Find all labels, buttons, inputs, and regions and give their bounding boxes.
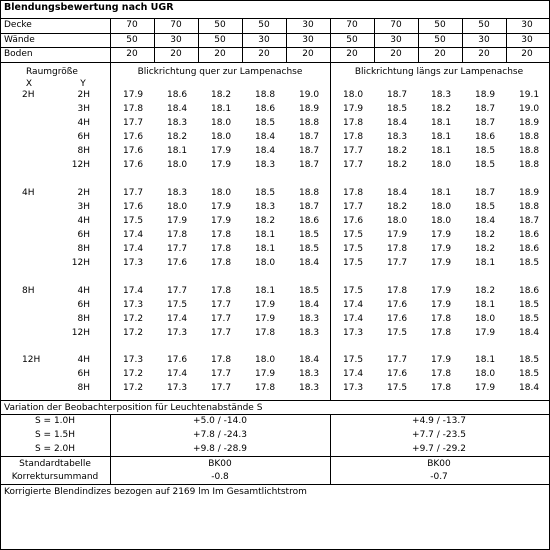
ugr-value-laengs: 18.6 xyxy=(475,132,496,142)
ugr-value-laengs: 17.8 xyxy=(343,118,364,128)
ugr-value-quer: 17.8 xyxy=(255,383,276,393)
header-y: Y xyxy=(80,79,86,89)
ugr-value-laengs: 17.9 xyxy=(475,328,496,338)
rule-table-bottom xyxy=(0,400,550,401)
rule-variation-label-column xyxy=(110,415,111,484)
param-value-decke: 50 xyxy=(434,20,446,30)
ugr-value-quer: 17.3 xyxy=(167,328,188,338)
rule-decke xyxy=(0,33,550,34)
standard-laengs: BK00 xyxy=(427,459,451,469)
ugr-value-quer: 17.4 xyxy=(123,286,144,296)
table-title: Blendungsbewertung nach UGR xyxy=(4,2,174,13)
room-y-label: 4H xyxy=(77,118,90,128)
standard-quer: BK00 xyxy=(208,459,232,469)
variation-label-1: S = 1.0H xyxy=(34,416,76,426)
ugr-value-quer: 18.2 xyxy=(167,132,188,142)
ugr-value-quer: 18.7 xyxy=(299,132,320,142)
rule-waende xyxy=(0,47,550,48)
ugr-value-laengs: 18.5 xyxy=(475,146,496,156)
ugr-value-laengs: 18.1 xyxy=(431,188,452,198)
param-value-waende: 30 xyxy=(170,35,182,45)
ugr-value-laengs: 17.5 xyxy=(343,355,364,365)
ugr-value-quer: 17.8 xyxy=(255,328,276,338)
ugr-value-quer: 17.8 xyxy=(211,258,232,268)
ugr-value-laengs: 18.2 xyxy=(475,230,496,240)
ugr-value-laengs: 17.9 xyxy=(431,258,452,268)
ugr-value-laengs: 17.5 xyxy=(343,258,364,268)
room-y-label: 12H xyxy=(71,160,90,170)
ugr-value-quer: 17.7 xyxy=(211,300,232,310)
ugr-value-quer: 17.4 xyxy=(167,314,188,324)
param-value-decke: 70 xyxy=(390,20,402,30)
ugr-value-laengs: 18.5 xyxy=(519,300,540,310)
ugr-value-laengs: 17.8 xyxy=(431,314,452,324)
ugr-value-quer: 18.7 xyxy=(299,146,320,156)
ugr-value-quer: 18.4 xyxy=(255,146,276,156)
ugr-value-quer: 17.7 xyxy=(123,118,144,128)
param-value-waende: 30 xyxy=(302,35,314,45)
ugr-value-laengs: 17.6 xyxy=(387,369,408,379)
ugr-value-quer: 17.9 xyxy=(123,90,144,100)
ugr-value-laengs: 17.9 xyxy=(431,355,452,365)
ugr-value-laengs: 18.8 xyxy=(519,160,540,170)
ugr-value-laengs: 18.1 xyxy=(475,258,496,268)
ugr-value-laengs: 18.5 xyxy=(519,314,540,324)
ugr-value-laengs: 17.7 xyxy=(387,258,408,268)
room-x-label: 4H xyxy=(22,188,35,198)
ugr-value-laengs: 18.4 xyxy=(519,383,540,393)
rule-direction-split xyxy=(330,19,331,400)
ugr-value-quer: 18.6 xyxy=(255,104,276,114)
ugr-value-laengs: 18.8 xyxy=(519,146,540,156)
param-value-decke: 50 xyxy=(478,20,490,30)
ugr-value-quer: 18.1 xyxy=(255,286,276,296)
ugr-value-laengs: 17.6 xyxy=(387,314,408,324)
param-column-rule xyxy=(154,19,155,62)
ugr-value-quer: 18.4 xyxy=(299,300,320,310)
ugr-value-laengs: 17.5 xyxy=(387,328,408,338)
ugr-value-laengs: 18.1 xyxy=(475,300,496,310)
variation-quer-2: +7.8 / -24.3 xyxy=(193,430,247,440)
ugr-value-laengs: 18.0 xyxy=(475,369,496,379)
ugr-value-laengs: 18.9 xyxy=(519,118,540,128)
rule-boden xyxy=(0,62,550,63)
param-value-waende: 50 xyxy=(126,35,138,45)
ugr-value-quer: 17.8 xyxy=(167,230,188,240)
ugr-value-quer: 18.1 xyxy=(255,244,276,254)
ugr-value-laengs: 17.9 xyxy=(475,383,496,393)
ugr-value-quer: 18.0 xyxy=(211,188,232,198)
ugr-value-laengs: 17.9 xyxy=(431,286,452,296)
ugr-value-quer: 17.6 xyxy=(123,146,144,156)
rule-variation-title xyxy=(0,414,550,415)
ugr-value-quer: 18.4 xyxy=(299,258,320,268)
ugr-value-quer: 18.1 xyxy=(211,104,232,114)
ugr-value-quer: 18.4 xyxy=(167,104,188,114)
room-x-label: 12H xyxy=(22,355,41,365)
ugr-value-quer: 19.0 xyxy=(299,90,320,100)
room-y-label: 3H xyxy=(77,104,90,114)
ugr-value-laengs: 18.7 xyxy=(475,188,496,198)
ugr-value-quer: 18.5 xyxy=(299,230,320,240)
ugr-value-laengs: 18.5 xyxy=(387,104,408,114)
room-y-label: 8H xyxy=(77,244,90,254)
rule-variation-bottom xyxy=(0,456,550,457)
korrektur-quer: -0.8 xyxy=(211,472,229,482)
ugr-value-laengs: 18.0 xyxy=(343,90,364,100)
ugr-value-quer: 17.3 xyxy=(123,258,144,268)
param-value-boden: 20 xyxy=(170,49,182,59)
ugr-value-laengs: 19.1 xyxy=(519,90,540,100)
param-value-boden: 20 xyxy=(478,49,490,59)
ugr-value-laengs: 18.2 xyxy=(431,104,452,114)
param-column-rule xyxy=(462,19,463,62)
ugr-value-quer: 18.3 xyxy=(299,328,320,338)
ugr-value-laengs: 17.8 xyxy=(343,132,364,142)
ugr-value-laengs: 17.8 xyxy=(387,244,408,254)
room-y-label: 2H xyxy=(77,188,90,198)
param-label-decke: Decke xyxy=(4,20,32,30)
ugr-value-quer: 17.2 xyxy=(123,314,144,324)
korrektur-laengs: -0.7 xyxy=(430,472,448,482)
ugr-value-quer: 18.8 xyxy=(299,118,320,128)
ugr-value-quer: 17.5 xyxy=(167,300,188,310)
ugr-value-quer: 18.3 xyxy=(167,188,188,198)
ugr-value-laengs: 18.5 xyxy=(519,369,540,379)
ugr-value-laengs: 17.4 xyxy=(343,300,364,310)
ugr-value-quer: 18.7 xyxy=(299,160,320,170)
ugr-value-laengs: 17.7 xyxy=(343,146,364,156)
param-value-decke: 70 xyxy=(126,20,138,30)
ugr-value-laengs: 17.6 xyxy=(343,216,364,226)
room-y-label: 4H xyxy=(77,355,90,365)
ugr-value-laengs: 18.2 xyxy=(387,146,408,156)
room-y-label: 6H xyxy=(77,230,90,240)
param-value-waende: 30 xyxy=(521,35,533,45)
param-label-waende: Wände xyxy=(4,35,35,45)
param-value-waende: 50 xyxy=(346,35,358,45)
param-value-boden: 20 xyxy=(258,49,270,59)
param-value-decke: 50 xyxy=(214,20,226,30)
param-value-decke: 30 xyxy=(302,20,314,30)
header-laengs: Blickrichtung längs zur Lampenachse xyxy=(354,67,524,77)
room-y-label: 4H xyxy=(77,286,90,296)
ugr-value-quer: 18.2 xyxy=(255,216,276,226)
ugr-value-quer: 18.3 xyxy=(299,369,320,379)
ugr-value-quer: 18.3 xyxy=(299,383,320,393)
ugr-value-quer: 17.6 xyxy=(167,258,188,268)
ugr-value-laengs: 18.7 xyxy=(519,216,540,226)
ugr-value-laengs: 17.5 xyxy=(343,230,364,240)
variation-laengs-1: +4.9 / -13.7 xyxy=(412,416,466,426)
ugr-value-quer: 17.7 xyxy=(211,383,232,393)
param-value-boden: 20 xyxy=(302,49,314,59)
param-value-boden: 20 xyxy=(434,49,446,59)
ugr-value-quer: 17.9 xyxy=(255,369,276,379)
room-y-label: 6H xyxy=(77,369,90,379)
ugr-value-quer: 17.9 xyxy=(255,300,276,310)
ugr-value-laengs: 18.4 xyxy=(387,188,408,198)
param-value-boden: 20 xyxy=(390,49,402,59)
ugr-value-laengs: 18.5 xyxy=(475,202,496,212)
ugr-value-laengs: 17.7 xyxy=(387,355,408,365)
ugr-value-laengs: 17.4 xyxy=(343,314,364,324)
variation-quer-1: +5.0 / -14.0 xyxy=(193,416,247,426)
ugr-value-quer: 18.7 xyxy=(299,202,320,212)
ugr-value-laengs: 17.8 xyxy=(431,328,452,338)
ugr-value-quer: 17.9 xyxy=(167,216,188,226)
ugr-value-laengs: 17.8 xyxy=(431,369,452,379)
room-y-label: 12H xyxy=(71,258,90,268)
ugr-value-quer: 18.0 xyxy=(211,132,232,142)
ugr-value-quer: 18.0 xyxy=(255,258,276,268)
rule-variation-split xyxy=(330,415,331,484)
ugr-value-quer: 18.3 xyxy=(167,118,188,128)
ugr-value-laengs: 17.6 xyxy=(387,300,408,310)
ugr-value-laengs: 18.5 xyxy=(519,258,540,268)
ugr-value-quer: 17.5 xyxy=(123,216,144,226)
variation-label-2: S = 1.5H xyxy=(34,430,76,440)
room-y-label: 12H xyxy=(71,328,90,338)
room-y-label: 8H xyxy=(77,383,90,393)
param-value-waende: 30 xyxy=(478,35,490,45)
ugr-value-quer: 18.8 xyxy=(299,188,320,198)
ugr-value-laengs: 18.7 xyxy=(475,118,496,128)
ugr-value-quer: 17.7 xyxy=(123,188,144,198)
ugr-value-laengs: 17.9 xyxy=(431,300,452,310)
ugr-value-laengs: 19.0 xyxy=(519,104,540,114)
ugr-value-quer: 18.5 xyxy=(255,188,276,198)
rule-label-column xyxy=(110,19,111,400)
ugr-value-laengs: 17.5 xyxy=(343,286,364,296)
ugr-value-quer: 17.7 xyxy=(167,244,188,254)
ugr-value-laengs: 18.0 xyxy=(431,202,452,212)
room-x-label: 8H xyxy=(22,286,35,296)
ugr-value-quer: 17.4 xyxy=(167,369,188,379)
variation-quer-3: +9.8 / -28.9 xyxy=(193,444,247,454)
ugr-value-quer: 17.7 xyxy=(167,286,188,296)
ugr-value-laengs: 18.2 xyxy=(387,160,408,170)
ugr-value-quer: 17.9 xyxy=(255,314,276,324)
param-value-boden: 20 xyxy=(346,49,358,59)
room-y-label: 2H xyxy=(77,90,90,100)
ugr-value-quer: 18.3 xyxy=(255,160,276,170)
ugr-value-laengs: 17.8 xyxy=(431,383,452,393)
ugr-value-quer: 17.8 xyxy=(211,286,232,296)
ugr-value-quer: 18.8 xyxy=(255,90,276,100)
header-x: X xyxy=(25,79,33,89)
ugr-value-quer: 17.9 xyxy=(211,202,232,212)
ugr-value-quer: 17.2 xyxy=(123,369,144,379)
ugr-value-quer: 17.7 xyxy=(211,369,232,379)
room-y-label: 6H xyxy=(77,132,90,142)
param-value-decke: 70 xyxy=(170,20,182,30)
ugr-value-laengs: 17.7 xyxy=(343,160,364,170)
header-raumgroesse: Raumgröße xyxy=(26,67,78,77)
ugr-value-laengs: 18.4 xyxy=(387,118,408,128)
param-column-rule xyxy=(330,19,331,62)
ugr-value-laengs: 18.8 xyxy=(519,132,540,142)
ugr-value-quer: 17.6 xyxy=(123,132,144,142)
ugr-value-laengs: 18.6 xyxy=(519,230,540,240)
ugr-value-quer: 18.0 xyxy=(167,202,188,212)
ugr-value-quer: 18.2 xyxy=(211,90,232,100)
ugr-value-laengs: 17.8 xyxy=(387,286,408,296)
ugr-value-laengs: 18.6 xyxy=(519,286,540,296)
variation-title: Variation der Beobachterposition für Leuchtenabstände S xyxy=(4,403,263,413)
ugr-value-laengs: 18.4 xyxy=(475,216,496,226)
param-value-waende: 50 xyxy=(214,35,226,45)
ugr-value-laengs: 17.3 xyxy=(343,328,364,338)
param-column-rule xyxy=(418,19,419,62)
ugr-value-quer: 18.5 xyxy=(255,118,276,128)
footer-note: Korrigierte Blendindizes bezogen auf 2169 lm Im Gesamtlichtstrom xyxy=(4,487,307,497)
param-column-rule xyxy=(506,19,507,62)
room-y-label: 8H xyxy=(77,146,90,156)
ugr-value-quer: 18.1 xyxy=(255,230,276,240)
ugr-value-quer: 17.8 xyxy=(211,244,232,254)
ugr-value-quer: 17.8 xyxy=(123,104,144,114)
ugr-value-laengs: 17.9 xyxy=(431,230,452,240)
ugr-value-laengs: 17.8 xyxy=(343,188,364,198)
ugr-value-laengs: 18.0 xyxy=(475,314,496,324)
ugr-value-quer: 17.9 xyxy=(211,216,232,226)
ugr-value-quer: 17.2 xyxy=(123,328,144,338)
ugr-value-quer: 18.3 xyxy=(299,314,320,324)
ugr-value-laengs: 18.1 xyxy=(431,118,452,128)
ugr-value-laengs: 18.7 xyxy=(475,104,496,114)
ugr-value-laengs: 18.2 xyxy=(475,286,496,296)
ugr-value-quer: 18.3 xyxy=(255,202,276,212)
param-value-waende: 30 xyxy=(390,35,402,45)
ugr-value-quer: 18.6 xyxy=(299,216,320,226)
ugr-value-quer: 17.6 xyxy=(123,202,144,212)
variation-laengs-3: +9.7 / -29.2 xyxy=(412,444,466,454)
ugr-value-quer: 18.4 xyxy=(299,355,320,365)
ugr-value-laengs: 17.5 xyxy=(343,244,364,254)
ugr-value-quer: 18.5 xyxy=(299,244,320,254)
ugr-value-laengs: 18.1 xyxy=(431,132,452,142)
variation-label-3: S = 2.0H xyxy=(34,444,76,454)
ugr-value-quer: 17.4 xyxy=(123,244,144,254)
ugr-value-laengs: 18.4 xyxy=(519,328,540,338)
korrektur-label: Korrektursummand xyxy=(11,472,99,482)
ugr-value-quer: 17.4 xyxy=(123,230,144,240)
ugr-value-laengs: 17.3 xyxy=(343,383,364,393)
param-value-decke: 30 xyxy=(521,20,533,30)
ugr-value-quer: 17.3 xyxy=(167,383,188,393)
room-x-label: 2H xyxy=(22,90,35,100)
ugr-value-laengs: 18.0 xyxy=(431,160,452,170)
param-column-rule xyxy=(242,19,243,62)
ugr-value-quer: 17.9 xyxy=(211,146,232,156)
ugr-value-laengs: 18.0 xyxy=(431,216,452,226)
param-value-decke: 50 xyxy=(258,20,270,30)
ugr-value-laengs: 18.2 xyxy=(387,202,408,212)
ugr-value-quer: 17.6 xyxy=(123,160,144,170)
ugr-value-laengs: 18.0 xyxy=(387,216,408,226)
ugr-value-quer: 17.7 xyxy=(211,314,232,324)
ugr-value-laengs: 18.5 xyxy=(519,355,540,365)
ugr-value-quer: 18.6 xyxy=(167,90,188,100)
room-y-label: 8H xyxy=(77,314,90,324)
ugr-value-quer: 17.7 xyxy=(211,328,232,338)
ugr-value-quer: 17.6 xyxy=(167,355,188,365)
room-y-label: 6H xyxy=(77,300,90,310)
ugr-value-laengs: 18.1 xyxy=(475,355,496,365)
ugr-value-quer: 18.5 xyxy=(299,286,320,296)
ugr-value-laengs: 18.2 xyxy=(475,244,496,254)
room-y-label: 3H xyxy=(77,202,90,212)
ugr-value-laengs: 18.3 xyxy=(431,90,452,100)
ugr-value-quer: 18.1 xyxy=(167,146,188,156)
param-label-boden: Boden xyxy=(4,49,33,59)
ugr-value-laengs: 17.9 xyxy=(343,104,364,114)
param-column-rule xyxy=(198,19,199,62)
ugr-value-laengs: 18.9 xyxy=(519,188,540,198)
ugr-value-quer: 18.0 xyxy=(211,118,232,128)
ugr-value-quer: 17.2 xyxy=(123,383,144,393)
ugr-value-laengs: 18.7 xyxy=(387,90,408,100)
ugr-value-quer: 17.8 xyxy=(211,230,232,240)
param-value-boden: 20 xyxy=(214,49,226,59)
param-value-boden: 20 xyxy=(521,49,533,59)
ugr-value-laengs: 18.9 xyxy=(475,90,496,100)
ugr-value-laengs: 18.5 xyxy=(475,160,496,170)
ugr-value-laengs: 18.6 xyxy=(519,244,540,254)
ugr-value-laengs: 18.8 xyxy=(519,202,540,212)
param-value-decke: 70 xyxy=(346,20,358,30)
ugr-value-laengs: 18.3 xyxy=(387,132,408,142)
param-value-boden: 20 xyxy=(126,49,138,59)
rule-title xyxy=(0,18,550,19)
standard-label: Standardtabelle xyxy=(19,459,91,469)
ugr-value-laengs: 17.7 xyxy=(343,202,364,212)
ugr-value-laengs: 17.9 xyxy=(387,230,408,240)
ugr-value-quer: 17.9 xyxy=(211,160,232,170)
ugr-value-quer: 18.4 xyxy=(255,132,276,142)
header-quer: Blickrichtung quer zur Lampenachse xyxy=(137,67,303,77)
ugr-value-quer: 18.0 xyxy=(167,160,188,170)
ugr-value-laengs: 17.5 xyxy=(387,383,408,393)
ugr-value-quer: 17.3 xyxy=(123,300,144,310)
ugr-value-quer: 17.3 xyxy=(123,355,144,365)
param-value-waende: 30 xyxy=(258,35,270,45)
rule-korrektur-bottom xyxy=(0,484,550,485)
ugr-value-laengs: 17.4 xyxy=(343,369,364,379)
ugr-value-quer: 18.0 xyxy=(255,355,276,365)
room-y-label: 4H xyxy=(77,216,90,226)
param-column-rule xyxy=(374,19,375,62)
ugr-value-laengs: 17.9 xyxy=(431,244,452,254)
ugr-value-laengs: 18.1 xyxy=(431,146,452,156)
variation-laengs-2: +7.7 / -23.5 xyxy=(412,430,466,440)
ugr-value-quer: 18.9 xyxy=(299,104,320,114)
param-column-rule xyxy=(286,19,287,62)
param-value-waende: 50 xyxy=(434,35,446,45)
ugr-value-quer: 17.8 xyxy=(211,355,232,365)
